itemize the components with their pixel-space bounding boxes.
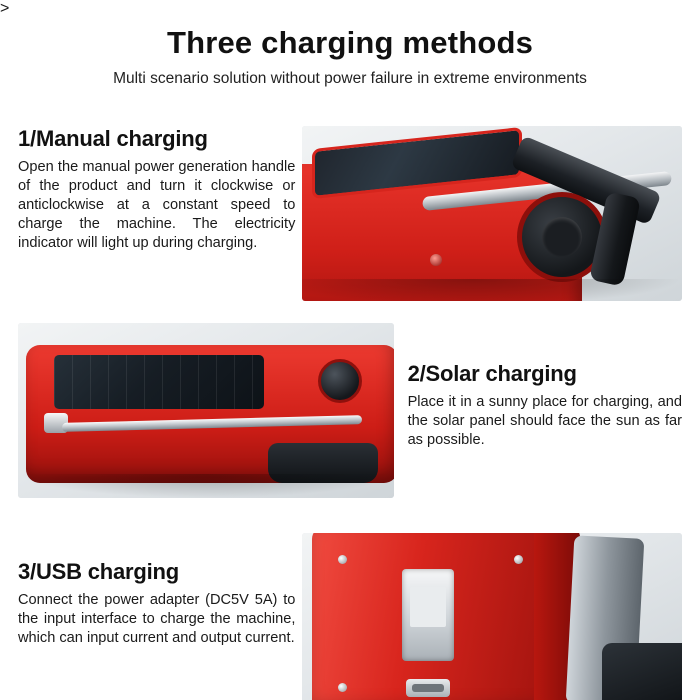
section-1-text [18,126,295,301]
section-3-heading: 3/USB charging [18,559,180,584]
section-solar-charging [18,323,682,498]
photo-shadow [18,474,394,498]
usb-ports-photo [302,533,682,700]
solar-panel-photo [18,323,394,498]
section-1-heading: 1/Manual charging [18,126,208,151]
usb-a-port-inner [410,587,446,627]
micro-usb-port-inner [412,684,444,692]
infographic-page [0,18,700,700]
manual-crank-photo [302,126,682,301]
page-title: Three charging methods [166,25,534,60]
handle-base [602,643,682,700]
speaker-knob [318,359,362,403]
section-manual-charging [18,126,682,301]
section-2-heading: 2/Solar charging [407,361,577,386]
section-2-body: Place it in a sunny place for charging, and the solar panel should face the sun as far as possible. [407,394,682,449]
solar-panel-surface [54,355,264,409]
header [0,18,700,88]
section-usb-charging [18,533,682,700]
section-1-body: Open the manual power generation handle of the product and turn it clockwise or anticlockwise at a constant speed to charge the machine. The electricity indicator will light up during charging. [18,159,296,252]
section-3-body: Connect the power adapter (DC5V 5A) to the input interface to charge the machine, which can input current and output current. [18,592,296,647]
page-subtitle: Multi scenario solution without power failure in extreme environments [113,70,587,88]
section-2-text [408,323,682,498]
photo-shadow [302,279,682,301]
section-3-text [18,533,295,700]
